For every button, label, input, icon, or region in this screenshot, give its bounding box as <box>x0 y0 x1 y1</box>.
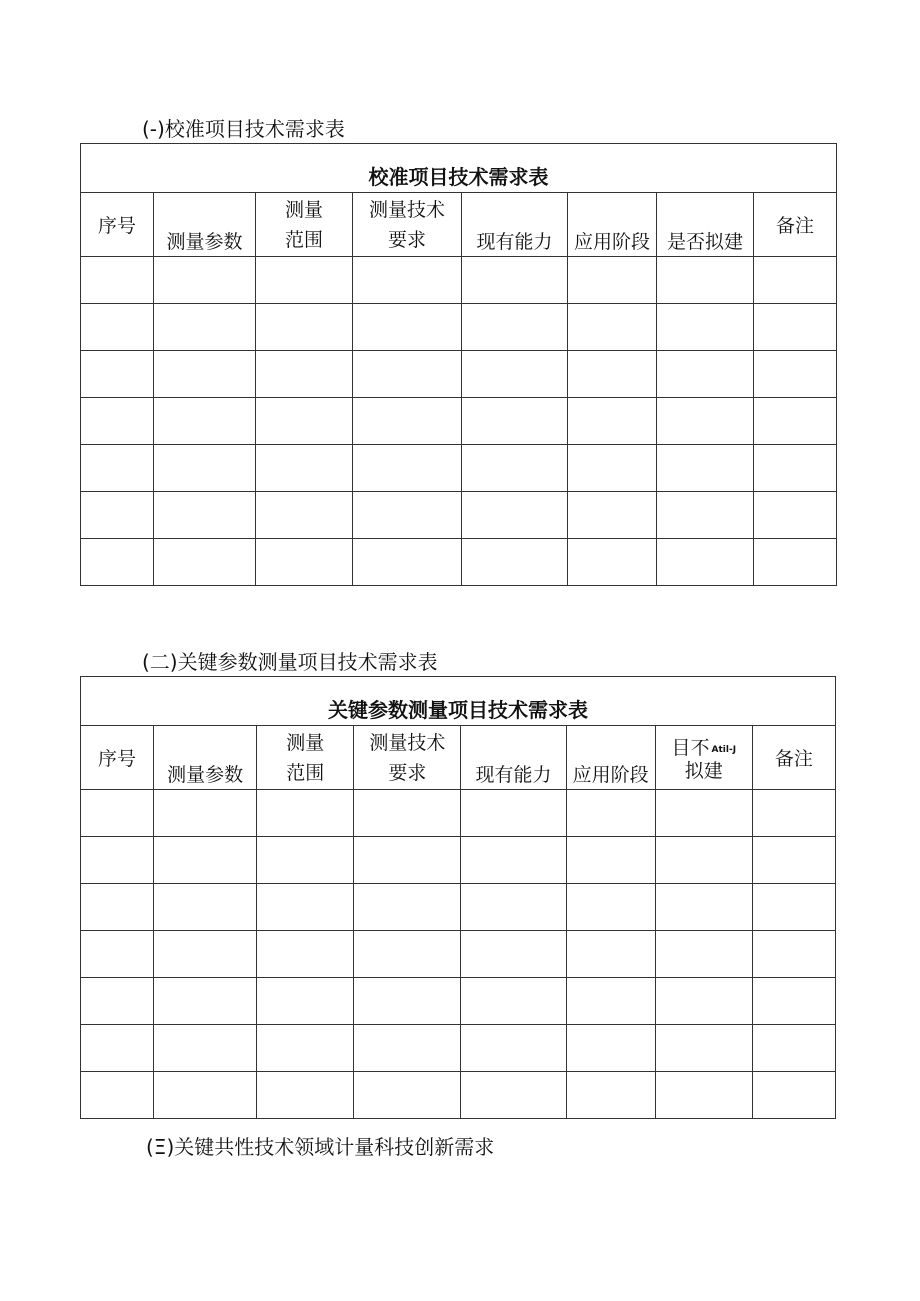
table-row <box>81 539 837 586</box>
table-cell <box>461 978 566 1025</box>
table-cell <box>81 884 154 931</box>
table-cell <box>81 978 154 1025</box>
table-cell <box>655 978 752 1025</box>
table-cell <box>154 884 257 931</box>
header-requirement <box>354 726 461 790</box>
table-cell <box>568 304 657 351</box>
table-cell <box>657 351 754 398</box>
table-cell <box>657 304 754 351</box>
table-cell <box>752 978 835 1025</box>
table-cell <box>462 539 568 586</box>
table-cell <box>154 539 256 586</box>
header-range-line1: 测量 <box>286 731 325 754</box>
table-cell <box>257 978 354 1025</box>
table-cell <box>754 304 837 351</box>
table-cell <box>154 351 256 398</box>
table-cell <box>462 257 568 304</box>
table-cell <box>657 257 754 304</box>
table-cell <box>256 257 353 304</box>
header-requirement-line2: 要求 <box>388 761 427 784</box>
table-cell <box>256 398 353 445</box>
table-cell <box>154 837 257 884</box>
table-cell <box>81 398 154 445</box>
table-cell <box>754 257 837 304</box>
table-cell <box>81 257 154 304</box>
table-title: 校准项目技术需求表 <box>81 144 837 193</box>
table-cell <box>81 931 154 978</box>
header-planned-small: Atil-J <box>711 744 737 755</box>
table-cell <box>256 492 353 539</box>
table-cell <box>256 304 353 351</box>
table-cell <box>754 351 837 398</box>
table-cell <box>752 1025 835 1072</box>
table-cell <box>354 931 461 978</box>
table-cell <box>353 539 462 586</box>
table-cell <box>568 539 657 586</box>
table-cell <box>353 257 462 304</box>
table-cell <box>353 492 462 539</box>
table-row <box>81 304 837 351</box>
header-requirement-line2: 要求 <box>387 228 426 251</box>
table-cell <box>154 398 256 445</box>
table-cell <box>257 790 354 837</box>
table-cell <box>655 790 752 837</box>
header-range-line2: 范围 <box>286 761 325 784</box>
table-cell <box>566 978 655 1025</box>
header-range-line2: 范围 <box>284 228 323 251</box>
table-cell <box>462 304 568 351</box>
table-cell <box>752 1072 835 1119</box>
table-cell <box>754 492 837 539</box>
table-cell <box>154 1072 257 1119</box>
table-cell <box>154 257 256 304</box>
table-cell <box>657 445 754 492</box>
table-cell <box>568 398 657 445</box>
table-cell <box>154 492 256 539</box>
table-cell <box>354 1025 461 1072</box>
table-cell <box>566 790 655 837</box>
table-cell <box>461 1025 566 1072</box>
header-param: 测量参数 <box>154 726 257 790</box>
table-cell <box>752 837 835 884</box>
table-row <box>81 837 836 884</box>
table-row <box>81 1072 836 1119</box>
table-cell <box>154 1025 257 1072</box>
table-row <box>81 445 837 492</box>
table-cell <box>81 539 154 586</box>
table-row <box>81 978 836 1025</box>
table-row <box>81 931 836 978</box>
table-cell <box>154 445 256 492</box>
header-capability: 现有能力 <box>461 726 566 790</box>
table-cell <box>81 492 154 539</box>
header-planned: 是否拟建 <box>657 193 754 257</box>
table-cell <box>752 931 835 978</box>
table-cell <box>154 790 257 837</box>
table-cell <box>257 1072 354 1119</box>
table-cell <box>256 539 353 586</box>
table-cell <box>354 884 461 931</box>
header-seq: 序号 <box>81 193 154 257</box>
header-range <box>256 193 353 257</box>
table-cell <box>566 1025 655 1072</box>
table-cell <box>81 304 154 351</box>
table-cell <box>568 257 657 304</box>
table-row <box>81 398 837 445</box>
calibration-requirements-table <box>80 143 837 586</box>
table-cell <box>353 445 462 492</box>
header-remarks: 备注 <box>752 726 835 790</box>
table-cell <box>354 1072 461 1119</box>
header-param: 测量参数 <box>154 193 256 257</box>
table-cell <box>81 351 154 398</box>
table-cell <box>256 445 353 492</box>
table-cell <box>257 837 354 884</box>
table-row <box>81 257 837 304</box>
header-planned-line2: 拟建 <box>684 759 723 782</box>
table-cell <box>461 790 566 837</box>
header-planned <box>655 726 752 790</box>
table-cell <box>81 790 154 837</box>
table-cell <box>353 398 462 445</box>
section-3-heading: (Ξ)关键共性技术领域计量科技创新需求 <box>146 1135 495 1159</box>
section-1-heading: (-)校准项目技术需求表 <box>142 117 345 141</box>
table-cell <box>657 398 754 445</box>
table-row <box>81 351 837 398</box>
table-cell <box>566 1072 655 1119</box>
table-cell <box>81 837 154 884</box>
table-cell <box>752 884 835 931</box>
section-2-heading: (二)关键参数测量项目技术需求表 <box>142 650 438 674</box>
table-cell <box>257 1025 354 1072</box>
table-cell <box>354 978 461 1025</box>
key-parameter-requirements-table <box>80 676 836 1119</box>
table-cell <box>655 837 752 884</box>
table-cell <box>154 978 257 1025</box>
header-stage: 应用阶段 <box>566 726 655 790</box>
table-cell <box>353 351 462 398</box>
header-requirement <box>353 193 462 257</box>
table-cell <box>81 445 154 492</box>
header-seq: 序号 <box>81 726 154 790</box>
table-cell <box>256 351 353 398</box>
table-cell <box>566 884 655 931</box>
header-range-line1: 测量 <box>284 198 323 221</box>
table-row <box>81 790 836 837</box>
table-cell <box>461 837 566 884</box>
table-row <box>81 492 837 539</box>
table-cell <box>568 445 657 492</box>
table-cell <box>462 398 568 445</box>
table-cell <box>754 445 837 492</box>
table-cell <box>154 304 256 351</box>
table-cell <box>754 398 837 445</box>
table-cell <box>353 304 462 351</box>
table-cell <box>462 492 568 539</box>
table-cell <box>461 1072 566 1119</box>
table-cell <box>462 351 568 398</box>
header-requirement-line1: 测量技术 <box>368 198 445 221</box>
table-cell <box>354 790 461 837</box>
table-row <box>81 884 836 931</box>
table-title: 关键参数测量项目技术需求表 <box>81 677 836 726</box>
table-cell <box>154 931 257 978</box>
table-cell <box>81 1025 154 1072</box>
header-remarks: 备注 <box>754 193 837 257</box>
header-requirement-line1: 测量技术 <box>369 731 446 754</box>
table-cell <box>354 837 461 884</box>
table-row <box>81 1025 836 1072</box>
table-cell <box>566 837 655 884</box>
table-cell <box>462 445 568 492</box>
table-cell <box>657 539 754 586</box>
table-cell <box>655 884 752 931</box>
table-cell <box>655 1025 752 1072</box>
table-cell <box>81 1072 154 1119</box>
table-cell <box>752 790 835 837</box>
table-cell <box>461 931 566 978</box>
table-cell <box>257 931 354 978</box>
table-cell <box>566 931 655 978</box>
header-stage: 应用阶段 <box>568 193 657 257</box>
header-capability: 现有能力 <box>462 193 568 257</box>
table-cell <box>655 931 752 978</box>
table-cell <box>657 492 754 539</box>
table-cell <box>461 884 566 931</box>
table-cell <box>257 884 354 931</box>
header-range <box>257 726 354 790</box>
table-cell <box>655 1072 752 1119</box>
header-planned-main: 目不 <box>671 736 710 759</box>
table-cell <box>754 539 837 586</box>
table-cell <box>568 351 657 398</box>
header-planned-line1 <box>656 736 752 762</box>
table-cell <box>568 492 657 539</box>
